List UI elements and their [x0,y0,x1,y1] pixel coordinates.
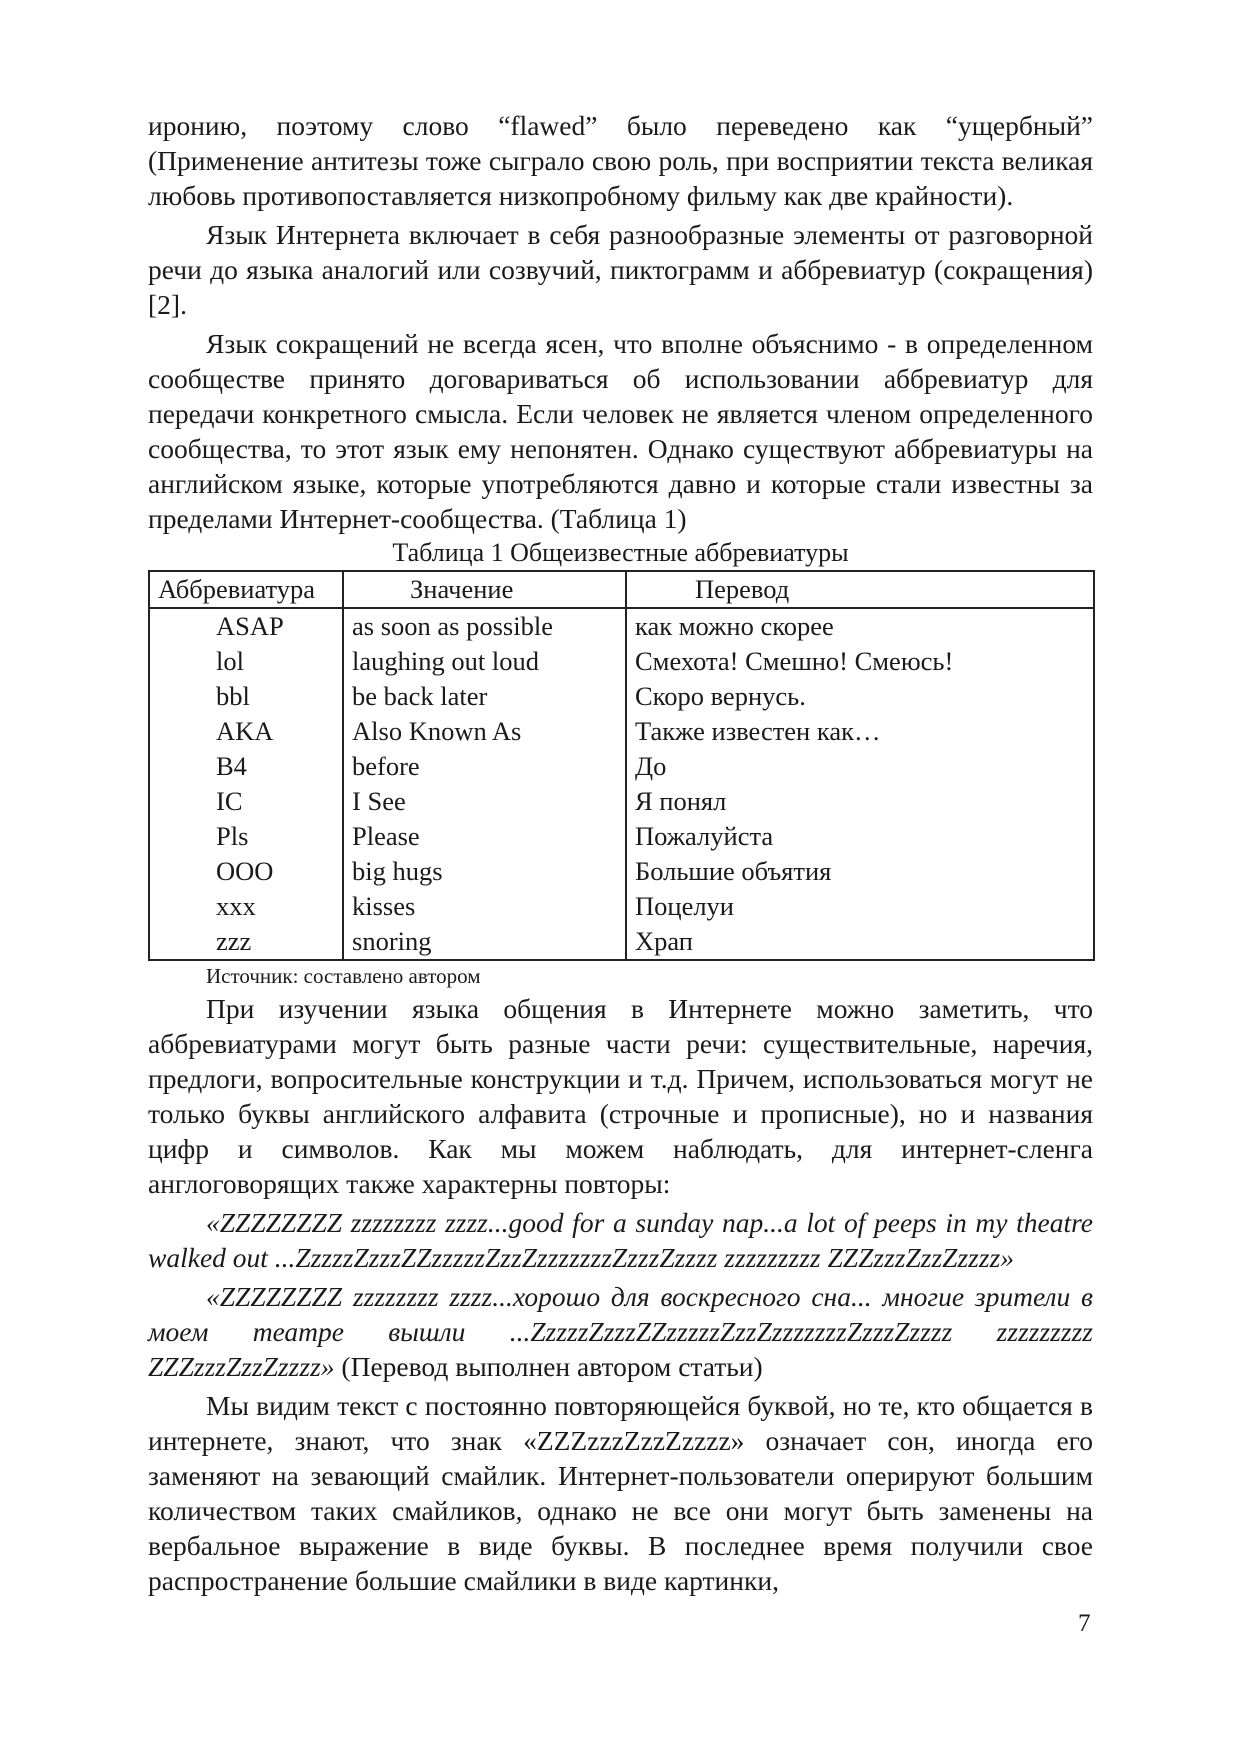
cell-translation: Пожалуйста [635,821,774,851]
paragraph-5: Мы видим текст с постоянно повторяющейся буквой, но те, кто общается в интернете, знают, что знак «ZZZzzzZzzZzzzz» означает сон, иногда его заменяют на зевающий смайлик. Интернет-пользователи оперируют большим количеством таких смайликов, однако не все они могут быть заменены на вербальное выражение в виде буквы. В последнее время получили свое распространение большие смайлики в виде картинки, [148,1390,1093,1596]
quote-russian-text: «ZZZZZZZZ zzzzzzzz zzzz...хорошо для воскресного сна... многие зрители в моем театре вышли ...ZzzzzZzzzZZzzzzzZzzZzzzzzzzZzzzZzzzz zzzzzzzzz ZZZzzzZzzZzzzz» [148,1281,1093,1382]
table-row [149,854,1094,889]
paragraph-3: Язык сокращений не всегда ясен, что вполне объяснимо - в определенном сообществе принято договариваться об использовании аббревиатур для передачи конкретного смысла. Если человек не является членом определенного сообщества, то этот язык ему непонятен. Однако существуют аббревиатуры на английском языке, которые употребляются давно и которые стали известны за пределами Интернет-сообщества. (Таблица 1) [148,328,1093,534]
paragraph-2: Язык Интернета включает в себя разнообразные элементы от разговорной речи до языка аналогий или созвучий, пиктограмм и аббревиатур (сокращения) [2]. [148,219,1093,320]
cell-meaning: Also Known As [343,714,626,749]
cell-meaning: snoring [343,924,626,960]
cell-translation: Смехота! Смешно! Смеюсь! [635,646,954,676]
table-row [149,889,1094,924]
header-translation: Перевод [626,571,1094,608]
quote-russian [148,1279,1093,1384]
cell-abbreviation: Pls [149,819,343,854]
cell-translation: Я понял [635,786,727,816]
cell-translation: Поцелуи [635,891,734,921]
table-source-note: Источник: составлено автором [206,964,481,988]
table-row [149,819,1094,854]
cell-translation: Скоро вернусь. [635,681,806,711]
cell-abbreviation: xxx [149,889,343,924]
cell-translation: Большие объятия [635,856,832,886]
cell-meaning: before [343,749,626,784]
table-row [149,679,1094,714]
cell-abbreviation: IC [149,784,343,819]
table-row [149,784,1094,819]
cell-abbreviation: zzz [149,924,343,960]
cell-meaning: kisses [343,889,626,924]
cell-translation: Также известен как… [635,716,881,746]
page-number: 7 [1078,1610,1091,1637]
quote-english: «ZZZZZZZZ zzzzzzzz zzzz...good for a sunday nap...a lot of peeps in my theatre walked out ...ZzzzzZzzzZZzzzzzZzzZzzzzzzzZzzzZzzzz zzzzzzzzz ZZZzzzZzzZzzzz» [148,1207,1093,1273]
table-row [149,924,1094,960]
cell-meaning: big hugs [343,854,626,889]
paragraph-1: иронию, поэтому слово “flawed” было переведено как “ущербный” (Применение антитезы тоже сыграло свою роль, при восприятии текста великая любовь противопоставляется низкопробному фильму как две крайности). [148,110,1093,211]
cell-abbreviation: ASAP [149,608,343,644]
cell-translation: До [635,751,667,781]
cell-abbreviation: B4 [149,749,343,784]
cell-meaning: laughing out loud [343,644,626,679]
cell-meaning: as soon as possible [343,608,626,644]
table-row [149,714,1094,749]
cell-abbreviation: bbl [149,679,343,714]
cell-translation: Храп [635,926,693,956]
cell-meaning: I See [343,784,626,819]
abbreviations-table [148,570,1095,961]
translation-note: (Перевод выполнен автором статьи) [334,1351,763,1382]
cell-abbreviation: OOO [149,854,343,889]
paragraph-4: При изучении языка общения в Интернете можно заметить, что аббревиатурами могут быть разные части речи: существительные, наречия, предлоги, вопросительные конструкции и т.д. Причем, использоваться могут не только буквы английского алфавита (строчные и прописные), но и названия цифр и символов. Как мы можем наблюдать, для интернет-сленга англоговорящих также характерны повторы: [148,993,1093,1199]
table-caption: Таблица 1 Общеизвестные аббревиатуры [392,538,849,567]
cell-abbreviation: lol [149,644,343,679]
cell-translation: как можно скорее [635,611,834,641]
table-header-row [149,571,1094,608]
cell-meaning: Please [343,819,626,854]
table-row [149,608,1094,644]
header-abbreviation: Аббревиатура [149,571,343,608]
table-row [149,644,1094,679]
cell-abbreviation: AKA [149,714,343,749]
cell-meaning: be back later [343,679,626,714]
document-page [148,108,1093,1598]
table-row [149,749,1094,784]
header-meaning: Значение [343,571,626,608]
